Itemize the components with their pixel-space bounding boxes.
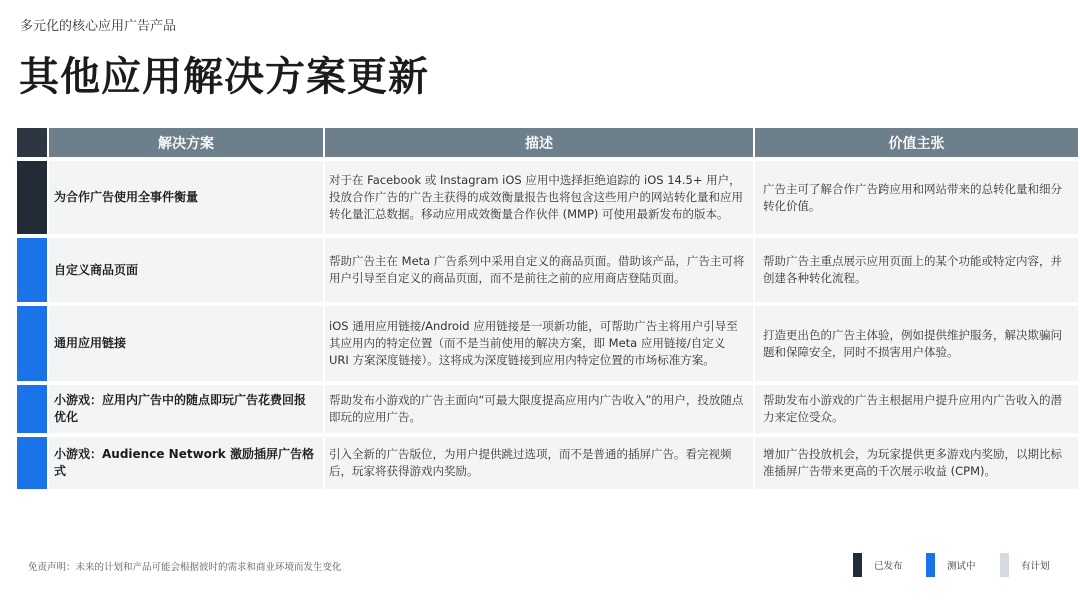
value-proposition: 增加广告投放机会，为玩家提供更多游戏内奖励，以期比标准插屏广告带来更高的千次展示收益 (CPM)。 — [754, 435, 1078, 489]
status-marker-testing — [17, 383, 48, 435]
column-header-value: 价值主张 — [754, 128, 1078, 159]
solution-name: 通用应用链接 — [48, 304, 324, 383]
status-marker-released — [17, 159, 48, 236]
status-column-header — [17, 128, 48, 159]
status-marker-testing — [17, 304, 48, 383]
page-title: 其他应用解决方案更新 — [19, 54, 429, 100]
solutions-table — [17, 128, 1078, 489]
disclaimer-text: 免责声明：未来的计划和产品可能会根据彼时的需求和商业环境而发生变化 — [28, 562, 342, 573]
solution-description: 引入全新的广告版位，为用户提供跳过选项，而不是普通的插屏广告。看完视频后，玩家将获得游戏内奖励。 — [324, 435, 754, 489]
table-row — [17, 236, 1078, 304]
solution-description: iOS 通用应用链接/Android 应用链接是一项新功能，可帮助广告主将用户引导至其应用内的特定位置（而不是当前使用的解决方案，即 Meta 应用链接/自定义 URI 方案深度链接）。这将成为深度链接到应用内特定位置的市场标准方案。 — [324, 304, 754, 383]
solution-name: 小游戏：应用内广告中的随点即玩广告花费回报优化 — [48, 383, 324, 435]
table-row — [17, 435, 1078, 489]
solution-name: 自定义商品页面 — [48, 236, 324, 304]
solution-description: 帮助广告主在 Meta 广告系列中采用自定义的商品页面。借助该产品，广告主可将用户引导至自定义的商品页面，而不是前往之前的应用商店登陆页面。 — [324, 236, 754, 304]
legend-item-released — [853, 553, 903, 577]
table-row — [17, 159, 1078, 236]
solution-description: 对于在 Facebook 或 Instagram iOS 应用中选择拒绝追踪的 iOS 14.5+ 用户，投放合作广告的广告主获得的成效衡量报告也将包含这些用户的网站转化量和应用转化量汇总数据。移动应用成效衡量合作伙伴 (MMP) 可使用最新发布的版本。 — [324, 159, 754, 236]
value-proposition: 广告主可了解合作广告跨应用和网站带来的总转化量和细分转化价值。 — [754, 159, 1078, 236]
table-row — [17, 383, 1078, 435]
legend-swatch-planned — [1000, 553, 1009, 577]
table-header-row — [17, 128, 1078, 159]
status-marker-testing — [17, 236, 48, 304]
value-proposition: 帮助发布小游戏的广告主根据用户提升应用内广告收入的潜力来定位受众。 — [754, 383, 1078, 435]
legend-item-planned — [1000, 553, 1050, 577]
solution-name: 小游戏：Audience Network 激励插屏广告格式 — [48, 435, 324, 489]
legend-swatch-testing — [926, 553, 935, 577]
legend-item-testing — [926, 553, 976, 577]
column-header-description: 描述 — [324, 128, 754, 159]
legend-label-testing: 测试中 — [947, 561, 976, 572]
value-proposition: 打造更出色的广告主体验，例如提供维护服务，解决欺骗问题和保障安全，同时不损害用户体验。 — [754, 304, 1078, 383]
table-row — [17, 304, 1078, 383]
column-header-solution: 解决方案 — [48, 128, 324, 159]
status-marker-testing — [17, 435, 48, 489]
value-proposition: 帮助广告主重点展示应用页面上的某个功能或特定内容，并创建各种转化流程。 — [754, 236, 1078, 304]
solution-name: 为合作广告使用全事件衡量 — [48, 159, 324, 236]
legend-swatch-released — [853, 553, 862, 577]
legend-label-planned: 有计划 — [1021, 561, 1050, 572]
solution-description: 帮助发布小游戏的广告主面向“可最大限度提高应用内广告收入”的用户，投放随点即玩的应用广告。 — [324, 383, 754, 435]
section-eyebrow: 多元化的核心应用广告产品 — [20, 19, 177, 34]
legend-label-released: 已发布 — [874, 561, 903, 572]
